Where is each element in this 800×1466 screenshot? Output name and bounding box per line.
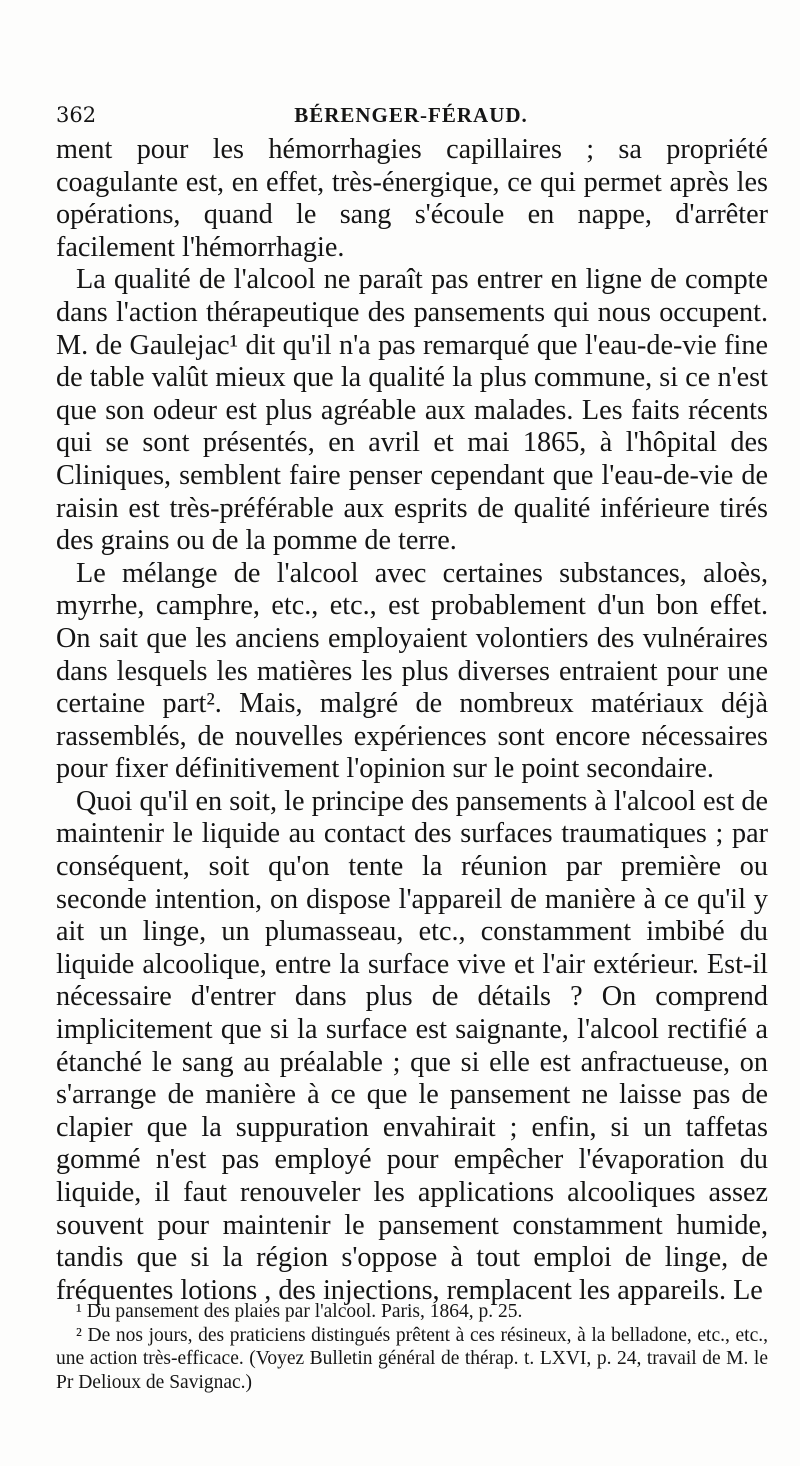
paragraph-alcohol-quality: La qualité de l'alcool ne paraît pas entrer en ligne de compte dans l'action thérapeutique des pansements qui nous occupent. M. de Gaulejac¹ dit qu'il n'a pas remarqué que l'eau-de-vie fine de table valût mieux que la qualité la plus commune, si ce n'est que son odeur est plus agréable aux malades. Les faits récents qui se sont présentés, en avril et mai 1865, à l'hôpital des Cliniques, semblent faire penser cependant que l'eau-de-vie de raisin est très-préférable aux esprits de qualité inférieure tirés des grains ou de la pomme de terre. (56, 264, 768, 557)
footnotes (56, 1300, 768, 1394)
page-header (56, 100, 766, 130)
paragraph-alcohol-mixtures: Le mélange de l'alcool avec certaines substances, aloès, myrrhe, camphre, etc., etc., est probablement d'un bon effet. On sait que les anciens employaient volontiers des vulnéraires dans lesquels les matières les plus diverses entraient pour une certaine part². Mais, malgré de nombreux matériaux déjà rassemblés, de nouvelles expériences sont encore nécessaires pour fixer définitivement l'opinion sur le point secondaire. (56, 557, 768, 785)
paragraph-continued: ment pour les hémorrhagies capillaires ; sa propriété coagulante est, en effet, très-énergique, ce qui permet après les opérations, quand le sang s'écoule en nappe, d'arrêter facilement l'hémorrhagie. (56, 134, 768, 263)
paragraph-dressing-principle: Quoi qu'il en soit, le principe des pansements à l'alcool est de maintenir le liquide au contact des surfaces traumatiques ; par conséquent, soit qu'on tente la réunion par première ou seconde intention, on dispose l'appareil de manière à ce qu'il y ait un linge, un plumasseau, etc., constamment imbibé du liquide alcoolique, entre la surface vive et l'air extérieur. Est-il nécessaire d'entrer dans plus de détails ? On comprend implicitement que si la surface est saignante, l'alcool rectifié a étanché le sang au préalable ; que si elle est anfractueuse, on s'arrange de manière à ce que le pansement ne laisse pas de clapier que la suppuration envahirait ; enfin, si un taffetas gommé n'est pas employé pour empêcher l'évaporation du liquide, il faut renouveler les applications alcooliques assez souvent pour maintenir le pansement constamment humide, tandis que si la région s'oppose à tout emploi de linge, de fréquentes lotions , des injections, remplacent les appareils. Le (56, 785, 768, 1306)
footnote-1: ¹ Du pansement des plaies par l'alcool. Paris, 1864, p. 25. (76, 1301, 523, 1322)
body-text (56, 134, 768, 1307)
footnote-2: ² De nos jours, des praticiens distingués prêtent à ces résineux, à la belladone, etc., etc., une action très-efficace. (Voyez Bulletin général de thérap. t. LXVI, p. 24, travail de M. le Pr Delioux de Savignac.) (56, 1324, 768, 1393)
page-number: 362 (56, 103, 97, 127)
running-title: BÉRENGER-FÉRAUD. (294, 103, 528, 127)
